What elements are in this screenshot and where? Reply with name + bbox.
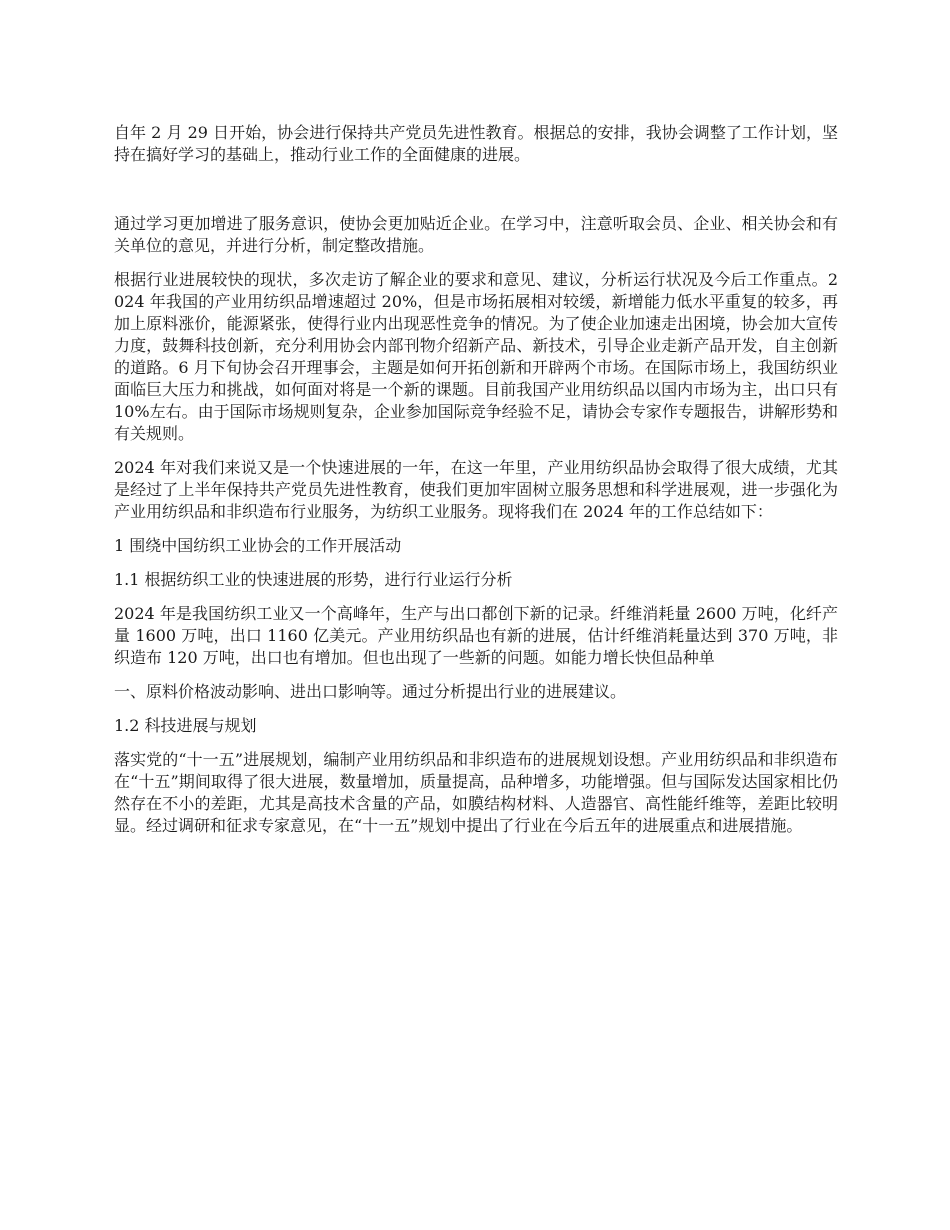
paragraph-raw-material: 一、原料价格波动影响、进出口影响等。通过分析提出行业的进展建议。: [114, 682, 627, 701]
section-heading-1-1: 1.1 根据纺织工业的快速进展的形势，进行行业运行分析: [114, 570, 513, 589]
section-heading-1: 1 围绕中国纺织工业协会的工作开展活动: [114, 536, 402, 555]
intro-paragraph: 自年 2 月 29 日开始，协会进行保持共产党员先进性教育。根据总的安排，我协会调整了工作计划，坚持在搞好学习的基础上，推动行业工作的全面健康的进展。: [114, 123, 838, 164]
document-body: [114, 122, 838, 849]
paragraph-planning: 落实党的“十一五”进展规划，编制产业用纺织品和非织造布的进展规划设想。产业用纺织品和非织造布在“十五”期间取得了很大进展，数量增加，质量提高，品种增多，功能增强。但与国际发达国家相比仍然存在不小的差距，尤其是高技术含量的产品，如膜结构材料、人造器官、高性能纤维等，差距比较明显。经过调研和征求专家意见，在“十一五”规划中提出了行业在今后五年的进展重点和进展措施。: [114, 750, 838, 835]
paragraph-service-awareness: 通过学习更加增进了服务意识，使协会更加贴近企业。在学习中，注意听取会员、企业、相关协会和有关单位的意见，并进行分析，制定整改措施。: [114, 214, 838, 255]
paragraph-annual-summary: 2024 年对我们来说又是一个快速进展的一年，在这一年里，产业用纺织品协会取得了很大成绩，尤其是经过了上半年保持共产党员先进性教育，使我们更加牢固树立服务思想和科学进展观，进一步强化为产业用纺织品和非织造布行业服务，为纺织工业服务。现将我们在 2024 年的工作总结如下：: [114, 458, 838, 521]
paragraph-industry-peak: 2024 年是我国纺织工业又一个高峰年，生产与出口都创下新的记录。纤维消耗量 2600 万吨，化纤产量 1600 万吨，出口 1160 亿美元。产业用纺织品也有新的进展，估计纤维消耗量达到 370 万吨，非织造布 120 万吨，出口也有增加。但也出现了一些新的问题。如能力增长快但品种单: [114, 604, 838, 667]
paragraph-industry-status: 根据行业进展较快的现状，多次走访了解企业的要求和意见、建议，分析运行状况及今后工作重点。2024 年我国的产业用纺织品增速超过 20%，但是市场拓展相对较缓，新增能力低水平重复的较多，再加上原料涨价，能源紧张，使得行业内出现恶性竞争的情况。为了使企业加速走出困境，协会加大宣传力度，鼓舞科技创新，充分利用协会内部刊物介绍新产品、新技术，引导企业走新产品开发，自主创新的道路。6 月下旬协会召开理事会，主题是如何开拓创新和开辟两个市场。在国际市场上，我国纺织业面临巨大压力和挑战，如何面对将是一个新的课题。目前我国产业用纺织品以国内市场为主，出口只有 10%左右。由于国际市场规则复杂，企业参加国际竞争经验不足，请协会专家作专题报告，讲解形势和有关规则。: [114, 270, 838, 443]
section-heading-1-2: 1.2 科技进展与规划: [114, 716, 257, 735]
